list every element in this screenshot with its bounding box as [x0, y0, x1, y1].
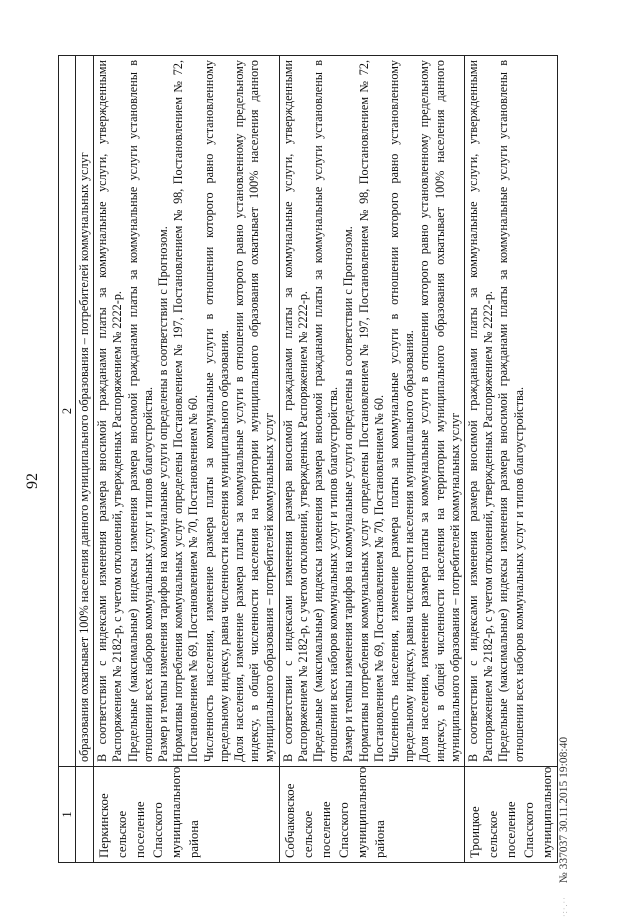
- description-paragraph: Предельные (максимальные) индексы изменения размера вносимой гражданами платы за коммунальные услуги установлены в отношении всех наборов коммунальных услуг и типов благоустройства.: [125, 60, 155, 762]
- stamp-smudge: ·:·.··: [560, 896, 569, 917]
- description-paragraph: Доля населения, изменение размера платы за коммунальные услуги в отношении которого равно установленному предельному индексу, в общей численности населения на территории муниципального образования охватывает 100% населения данного муниципального образования – потребителей коммунальных услуг: [417, 60, 462, 762]
- settlement-name-line: Спасского: [336, 802, 351, 858]
- settlement-name-line: поселение: [504, 801, 519, 858]
- description-paragraph: Предельные (максимальные) индексы изменения размера вносимой гражданами платы за коммунальные услуги установлены в отношении всех наборов коммунальных услуг и типов благоустройства.: [496, 60, 526, 762]
- settlement-name-line: района: [187, 820, 202, 858]
- footer-stamp: [558, 737, 570, 917]
- description-paragraph: Нормативы потребления коммунальных услуг определены Постановлением № 197, Постановлением № 98, Постановлением № 72, Постановлением № 69, Постановлением № 70, Постановлением № 60.: [356, 60, 386, 762]
- description-paragraph: Доля населения, изменение размера платы за коммунальные услуги в отношении которого равно установленному предельному индексу, в общей численности населения на территории муниципального образования охватывает 100% населения данного муниципального образования – потребителей коммунальных услуг: [232, 60, 277, 762]
- table-row: [94, 56, 279, 863]
- page-number: 92: [24, 473, 41, 489]
- description-paragraph: Размер и темпы изменения тарифов на коммунальные услуги определены в соответствии с Прогнозом.: [156, 226, 171, 762]
- settlement-name-line: муниципального: [354, 766, 369, 858]
- description-paragraph: В соответствии с индексами изменения размера вносимой гражданами платы за коммунальные услуги, утвержденными Распоряжением № 2182-р, с учетом отклонений, утвержденных Распоряжением № 2222-р.: [95, 60, 125, 762]
- description-paragraph: В соответствии с индексами изменения размера вносимой гражданами платы за коммунальные услуги, утвержденными Распоряжением № 2182-р, с учетом отклонений, утвержденных Распоряжением № 2222-р.: [466, 60, 496, 762]
- settlement-name-line: муниципального: [540, 766, 555, 858]
- settlement-name-line: сельское поселение: [115, 801, 148, 858]
- table-row: [465, 56, 558, 863]
- description-paragraph: Численность населения, изменение размера платы за коммунальные услуги в отношении которого равно установленному предельному индексу, равна численности населения муниципального образования.: [201, 60, 231, 762]
- continuation-empty-cell: [76, 767, 94, 863]
- settlement-name-line: Собчаковское: [282, 783, 297, 858]
- description-paragraph: Предельные (максимальные) индексы изменения размера вносимой гражданами платы за коммунальные услуги установлены в отношении всех наборов коммунальных услуг и типов благоустройства.: [311, 60, 341, 762]
- header-col-1: 1: [59, 767, 76, 863]
- settlement-name-line: района: [372, 820, 387, 858]
- table-row: [279, 56, 464, 863]
- header-row: [59, 56, 76, 863]
- settlements-table: [58, 55, 558, 863]
- settlement-name-line: Перкинское: [97, 793, 112, 858]
- settlement-name-line: муниципального: [169, 766, 184, 858]
- settlement-name-cell: [94, 767, 279, 863]
- continuation-text: образования охватывает 100% населения данного муниципального образования – потребителей коммунальных услуг: [77, 152, 91, 762]
- description-paragraph: Численность населения, изменение размера платы за коммунальные услуги в отношении которого равно установленному предельному индексу, равна численности населения муниципального образования.: [387, 60, 417, 762]
- continuation-cell: [76, 56, 94, 767]
- rotated-page: [18, 41, 578, 921]
- description-cell: [94, 56, 279, 767]
- continuation-row: [76, 56, 94, 863]
- description-cell: [279, 56, 464, 767]
- settlement-name-line: Спасского: [522, 802, 537, 858]
- settlement-name-line: Спасского: [151, 802, 166, 858]
- description-paragraph: В соответствии с индексами изменения размера вносимой гражданами платы за коммунальные услуги, утвержденными Распоряжением № 2182-р, с учетом отклонений, утвержденных Распоряжением № 2222-р.: [280, 60, 310, 762]
- settlement-name-line: Троицкое сельское: [468, 806, 501, 858]
- description-paragraph: Размер и темпы изменения тарифов на коммунальные услуги определены в соответствии с Прогнозом.: [341, 226, 356, 762]
- settlement-name-cell: [465, 767, 558, 863]
- description-cell: [465, 56, 558, 767]
- settlement-name-line: сельское поселение: [300, 801, 333, 858]
- settlement-name-cell: [279, 767, 464, 863]
- header-col-2: 2: [59, 56, 76, 767]
- footer-stamp-text: № 337037 30.11.2015 19:08:40: [558, 736, 570, 884]
- table-body: [94, 56, 558, 863]
- description-paragraph: Нормативы потребления коммунальных услуг определены Постановлением № 197, Постановлением № 98, Постановлением № 72, Постановлением № 69, Постановлением № 70, Постановлением № 60.: [171, 60, 201, 762]
